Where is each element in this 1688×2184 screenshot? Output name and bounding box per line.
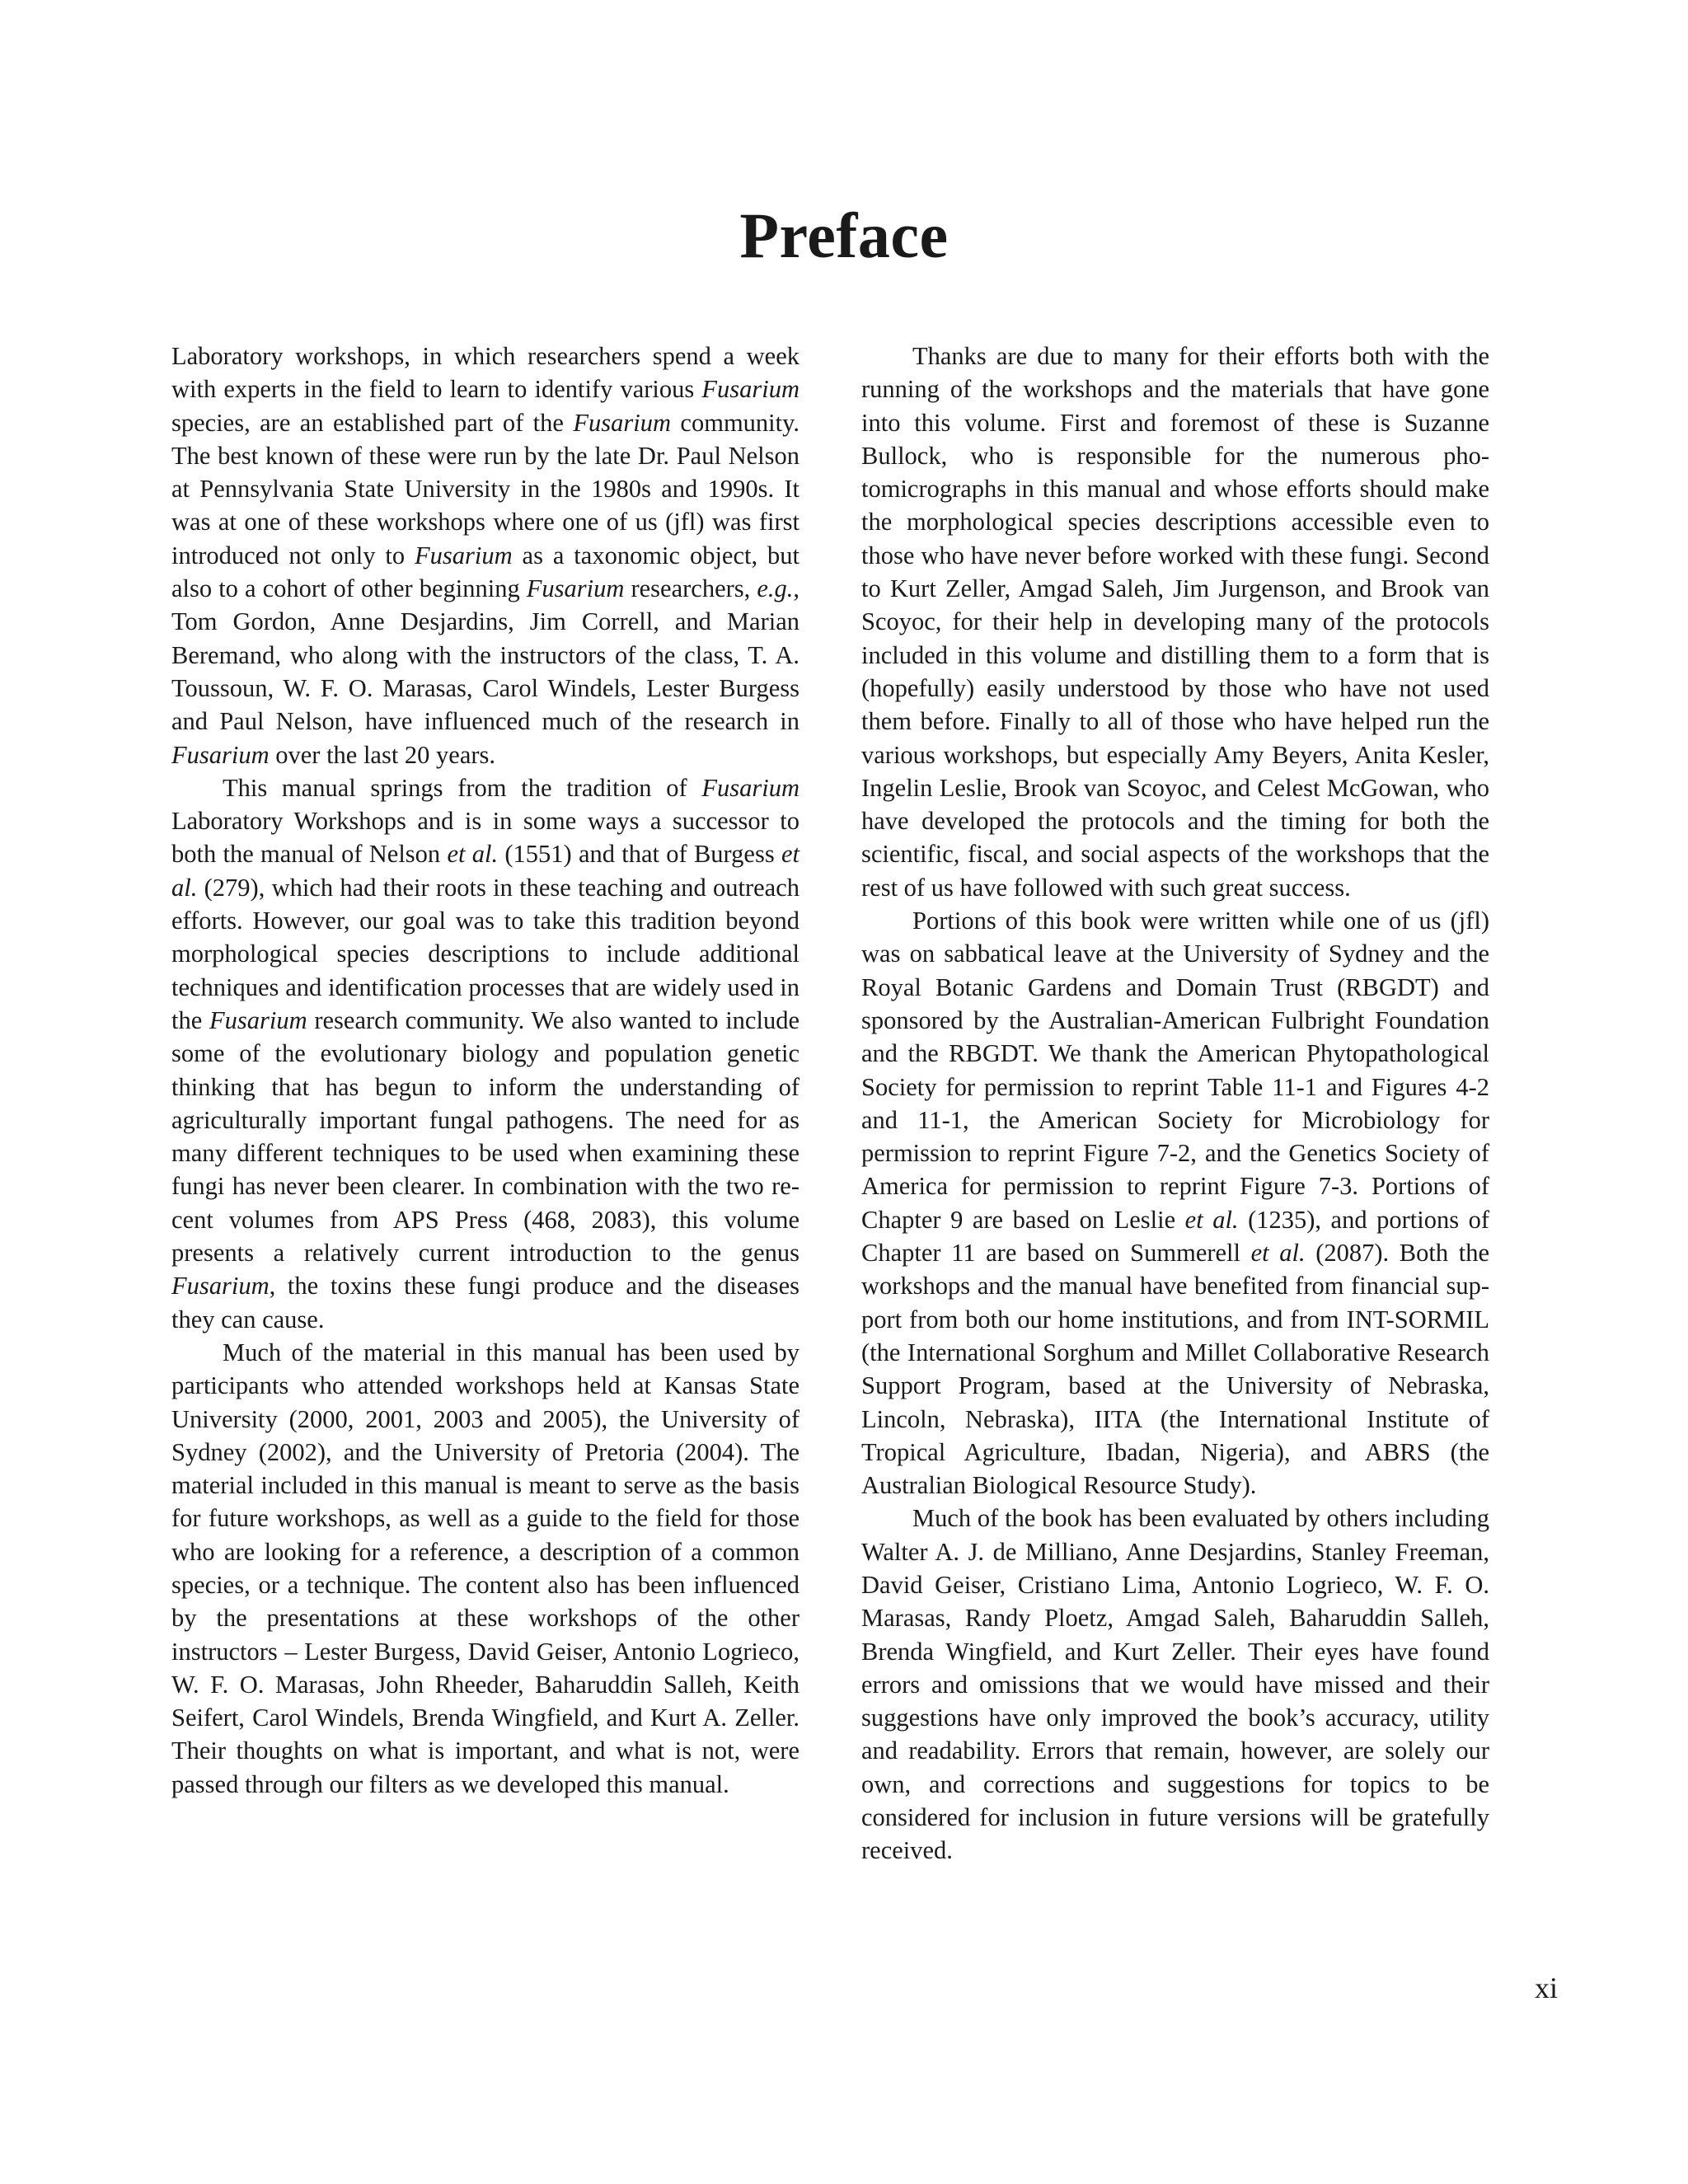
paragraph: Laboratory workshops, in which researchers spend a week with experts in the field to learn to identify various Fusarium species, are an established part of the Fusarium community. The best known of these were run by the late Dr. Paul Nelson at Pennsylvania State University in the 1980s and 1990s. It was at one of these workshops where one of us (jfl) was first introduced not only to Fusarium as a taxonomic object, but also to a cohort of other beginning Fusarium researchers, e.g., Tom Gordon, Anne Desjardins, Jim Correll, and Marian Beremand, who along with the instructors of the class, T. A. Toussoun, W. F. O. Marasas, Carol Windels, Lester Burgess and Paul Nelson, have influenced much of the research in Fusarium over the last 20 years. [171,342,800,769]
page-number: xi [1535,1971,1559,2004]
paragraph: Much of the book has been evaluated by others including Walter A. J. de Milliano, Anne Desjardins, Stanley Freeman, David Geiser, Cristiano Lima, Antonio Logrieco, W. F. O. Marasas, Randy Ploetz, Amgad Saleh, Baharuddin Salleh, Brenda Wingfield, and Kurt Zeller. Their eyes have found errors and omissions that we would have missed and their suggestions have only improved the book’s accuracy, utility and readability. Errors that remain, however, are solely our own, and corrections and suggestions for topics to be considered for inclusion in future versions will be gratefully received. [861,1504,1489,1865]
paragraph: This manual springs from the tradition of Fusarium Laboratory Workshops and is in some ways a successor to both the manual of Nelson et al. (1551) and that of Burgess et al. (279), which had their roots in these teaching and outreach efforts. However, our goal was to take this tradition beyond morphological species descriptions to include additional techniques and identification processes that are widely used in the Fusarium research community. We also wanted to include some of the evolutionary biology and population genetic thinking that has begun to inform the understanding of agriculturally important fungal pathogens. The need for as many different techniques to be used when examining these fungi has never been clearer. In combination with the two recent volumes from APS Press (468, 2083), this volume presents a relatively current introduction to the genus Fusarium, the toxins these fungi produce and the diseases they can cause. [171,773,799,1333]
paragraph: Portions of this book were written while one of us (jfl) was on sabbatical leave at the University of Sydney and the Royal Botanic Gardens and Domain Trust (RBGDT) and sponsored by the Australian-American Fulbright Foundation and the RBGDT. We thank the American Phytopathological Society for permission to reprint Table 11-1 and Figures 4-2 and 11-1, the American Society for Microbiology for permission to reprint Figure 7-2, and the Genetics Society of America for permission to reprint Figure 7-3. Portions of Chapter 9 are based on Leslie et al. (1235), and portions of Chapter 11 are based on Summerell et al. (2087). Both the workshops and the manual have benefited from financial support from both our home institutions, and from INT-SORMIL (the International Sorghum and Millet Collaborative Research Support Program, based at the University of Nebraska, Lincoln, Nebraska), IITA (the International Institute of Tropical Agriculture, Ibadan, Nigeria), and ABRS (the Australian Biological Resource Study). [861,907,1489,1500]
paragraph: Much of the material in this manual has been used by participants who attended workshops held at Kansas State University (2000, 2001, 2003 and 2005), the University of Sydney (2002), and the University of Pretoria (2004). The material included in this manual is meant to serve as the basis for future workshops, as well as a guide to the field for those who are looking for a reference, a description of a common species, or a technique. The content also has been influenced by the presentations at these workshops of the other instructors – Lester Burgess, David Geiser, Antonio Logrieco, W. F. O. Marasas, John Rheeder, Baharuddin Salleh, Keith Seifert, Carol Windels, Brenda Wingfield, and Kurt A. Zeller. Their thoughts on what is important, and what is not, were passed through our filters as we developed this manual. [171,1338,799,1798]
right-text-column [861,340,1489,1868]
left-text-column [171,340,799,1801]
paragraph: Thanks are due to many for their efforts both with the running of the workshops and the materials that have gone into this volume. First and foremost of these is Suzanne Bullock, who is responsible for the numerous photomicrographs in this manual and whose efforts should make the morphological species descriptions accessible even to those who have never before worked with these fungi. Second to Kurt Zeller, Amgad Saleh, Jim Jurgenson, and Brook van Scoyoc, for their help in developing many of the protocols included in this volume and distilling them to a form that is (hopefully) easily understood by those who have not used them before. Finally to all of those who have helped run the various workshops, but especially Amy Beyers, Anita Kesler, Ingelin Leslie, Brook van Scoyoc, and Celest McGowan, who have developed the protocols and the timing for both the scientific, fiscal, and social aspects of the workshops that the rest of us have followed with such great success. [861,342,1489,902]
page-title: Preface [739,199,949,271]
